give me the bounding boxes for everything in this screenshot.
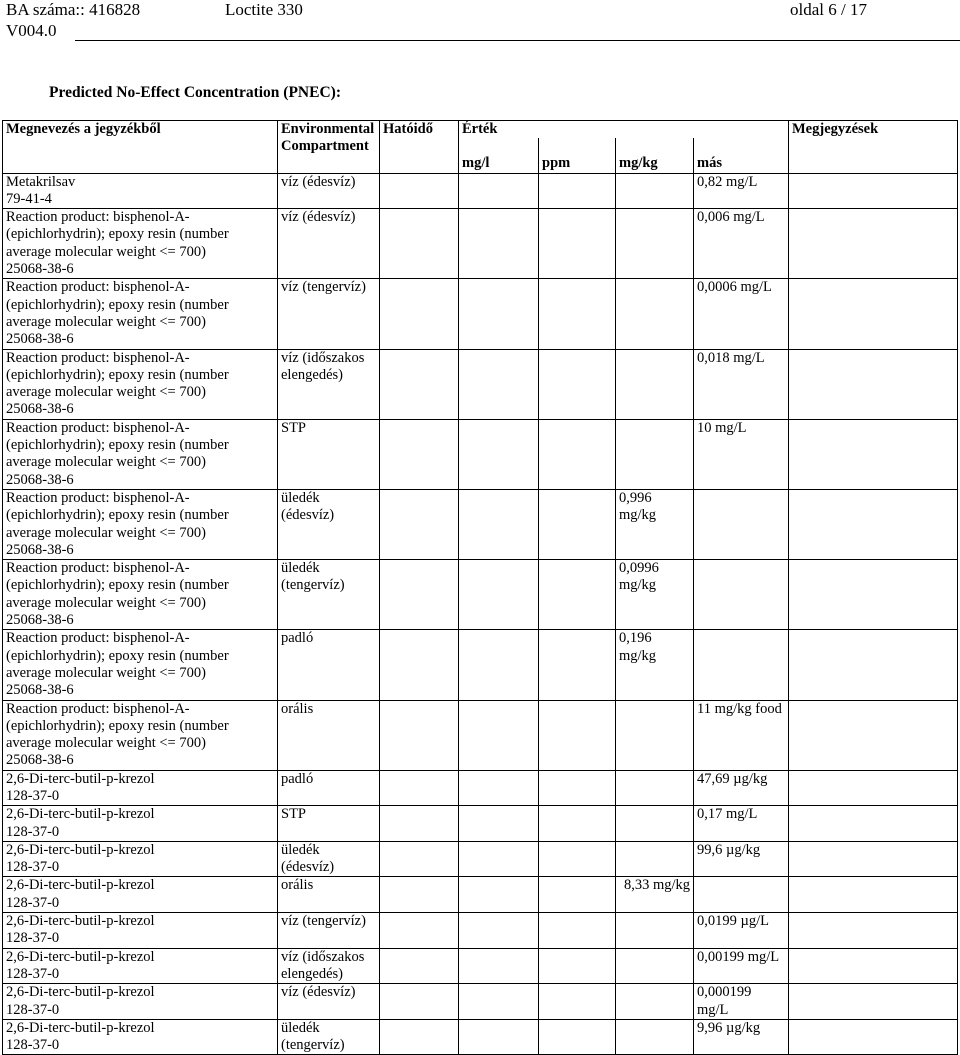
value-mgl-cell (459, 560, 539, 630)
substance-name-cell: Reaction product: bisphenol-A-(epichlorhydrin); epoxy resin (number average molecular weight <= 700) 25068-38-6 (3, 489, 278, 559)
value-ppm-cell (539, 209, 616, 279)
section-title: Predicted No-Effect Concentration (PNEC): (49, 84, 341, 101)
value-ppm-cell (539, 1019, 616, 1055)
value-ppm-cell (539, 700, 616, 770)
compartment-cell: víz (tengervíz) (278, 913, 380, 949)
remarks-cell (789, 489, 958, 559)
substance-name-cell: 2,6-Di-terc-butil-p-krezol 128-37-0 (3, 770, 278, 806)
compartment-cell: STP (278, 419, 380, 489)
substance-name-cell: Reaction product: bisphenol-A-(epichlorhydrin); epoxy resin (number average molecular weight <= 700) 25068-38-6 (3, 560, 278, 630)
exposure-cell (380, 948, 459, 984)
remarks-cell (789, 560, 958, 630)
pnec-table (2, 120, 958, 1055)
value-other-cell: 10 mg/L (694, 419, 789, 489)
exposure-cell (380, 173, 459, 209)
table-row (3, 630, 958, 700)
value-mgkg-cell (616, 700, 694, 770)
value-other-cell (694, 489, 789, 559)
value-mgkg-cell (616, 349, 694, 419)
value-mgl-cell (459, 419, 539, 489)
exposure-cell (380, 419, 459, 489)
remarks-cell (789, 841, 958, 877)
value-mgl-cell (459, 841, 539, 877)
exposure-cell (380, 279, 459, 349)
version: V004.0 (6, 21, 57, 40)
exposure-cell (380, 489, 459, 559)
table-body (3, 173, 958, 1055)
value-mgkg-cell (616, 419, 694, 489)
remarks-cell (789, 700, 958, 770)
compartment-cell: víz (tengervíz) (278, 279, 380, 349)
substance-name-cell: 2,6-Di-terc-butil-p-krezol 128-37-0 (3, 913, 278, 949)
exposure-cell (380, 349, 459, 419)
substance-name-cell: Metakrilsav 79-41-4 (3, 173, 278, 209)
value-ppm-cell (539, 349, 616, 419)
compartment-cell: orális (278, 700, 380, 770)
compartment-cell: üledék (tengervíz) (278, 560, 380, 630)
col-header-exposure: Hatóidő (380, 121, 459, 174)
exposure-cell (380, 770, 459, 806)
value-mgl-cell (459, 984, 539, 1020)
table-row (3, 806, 958, 842)
compartment-cell: üledék (tengervíz) (278, 1019, 380, 1055)
exposure-cell (380, 560, 459, 630)
value-mgkg-cell: 0,0996 mg/kg (616, 560, 694, 630)
value-other-cell: 0,00199 mg/L (694, 948, 789, 984)
value-other-cell (694, 560, 789, 630)
table-row (3, 913, 958, 949)
value-other-cell: 0,018 mg/L (694, 349, 789, 419)
value-mgkg-cell: 0,996 mg/kg (616, 489, 694, 559)
substance-name-cell: Reaction product: bisphenol-A-(epichlorhydrin); epoxy resin (number average molecular weight <= 700) 25068-38-6 (3, 700, 278, 770)
value-mgl-cell (459, 948, 539, 984)
remarks-cell (789, 349, 958, 419)
col-header-value: Érték (459, 121, 789, 139)
value-mgkg-cell (616, 1019, 694, 1055)
value-ppm-cell (539, 489, 616, 559)
value-ppm-cell (539, 173, 616, 209)
value-mgl-cell (459, 349, 539, 419)
value-ppm-cell (539, 630, 616, 700)
header-rule (75, 40, 960, 41)
value-mgkg-cell (616, 841, 694, 877)
substance-name-cell: Reaction product: bisphenol-A-(epichlorhydrin); epoxy resin (number average molecular weight <= 700) 25068-38-6 (3, 349, 278, 419)
value-mgkg-cell (616, 913, 694, 949)
remarks-cell (789, 1019, 958, 1055)
value-mgl-cell (459, 913, 539, 949)
compartment-cell: STP (278, 806, 380, 842)
value-other-cell: 0,82 mg/L (694, 173, 789, 209)
table-row (3, 209, 958, 279)
compartment-cell: üledék (édesvíz) (278, 841, 380, 877)
ba-number: BA száma:: 416828 (6, 0, 141, 19)
value-ppm-cell (539, 279, 616, 349)
remarks-cell (789, 913, 958, 949)
substance-name-cell: 2,6-Di-terc-butil-p-krezol 128-37-0 (3, 1019, 278, 1055)
exposure-cell (380, 841, 459, 877)
exposure-cell (380, 700, 459, 770)
table-row (3, 349, 958, 419)
table-row (3, 948, 958, 984)
remarks-cell (789, 173, 958, 209)
product-name: Loctite 330 (225, 0, 303, 19)
compartment-cell: víz (édesvíz) (278, 209, 380, 279)
table-row (3, 419, 958, 489)
value-other-cell: 0,006 mg/L (694, 209, 789, 279)
remarks-cell (789, 630, 958, 700)
substance-name-cell: 2,6-Di-terc-butil-p-krezol 128-37-0 (3, 806, 278, 842)
col-header-name: Megnevezés a jegyzékből (3, 121, 278, 174)
value-other-cell: 0,0006 mg/L (694, 279, 789, 349)
table-row (3, 279, 958, 349)
substance-name-cell: Reaction product: bisphenol-A-(epichlorhydrin); epoxy resin (number average molecular weight <= 700) 25068-38-6 (3, 419, 278, 489)
substance-name-cell: Reaction product: bisphenol-A-(epichlorhydrin); epoxy resin (number average molecular weight <= 700) 25068-38-6 (3, 630, 278, 700)
value-mgkg-cell: 8,33 mg/kg (616, 877, 694, 913)
remarks-cell (789, 984, 958, 1020)
table-row (3, 877, 958, 913)
subheader-ppm: ppm (539, 138, 616, 173)
col-header-compartment: Environmental Compartment (278, 121, 380, 174)
compartment-cell: padló (278, 770, 380, 806)
value-mgkg-cell (616, 806, 694, 842)
value-mgl-cell (459, 1019, 539, 1055)
table-row (3, 984, 958, 1020)
value-other-cell (694, 877, 789, 913)
value-other-cell: 9,96 µg/kg (694, 1019, 789, 1055)
value-other-cell: 11 mg/kg food (694, 700, 789, 770)
value-ppm-cell (539, 841, 616, 877)
compartment-cell: víz (édesvíz) (278, 984, 380, 1020)
remarks-cell (789, 877, 958, 913)
substance-name-cell: Reaction product: bisphenol-A-(epichlorhydrin); epoxy resin (number average molecular weight <= 700) 25068-38-6 (3, 279, 278, 349)
remarks-cell (789, 948, 958, 984)
exposure-cell (380, 630, 459, 700)
value-ppm-cell (539, 770, 616, 806)
value-ppm-cell (539, 948, 616, 984)
compartment-cell: orális (278, 877, 380, 913)
compartment-cell: víz (édesvíz) (278, 173, 380, 209)
value-mgkg-cell (616, 173, 694, 209)
exposure-cell (380, 806, 459, 842)
exposure-cell (380, 984, 459, 1020)
value-mgl-cell (459, 489, 539, 559)
table-row (3, 173, 958, 209)
exposure-cell (380, 877, 459, 913)
value-other-cell: 0,000199 mg/L (694, 984, 789, 1020)
value-mgl-cell (459, 173, 539, 209)
compartment-cell: víz (időszakos elengedés) (278, 948, 380, 984)
value-mgl-cell (459, 279, 539, 349)
remarks-cell (789, 419, 958, 489)
exposure-cell (380, 913, 459, 949)
value-mgl-cell (459, 630, 539, 700)
value-mgkg-cell (616, 770, 694, 806)
table-row (3, 841, 958, 877)
value-mgkg-cell: 0,196 mg/kg (616, 630, 694, 700)
remarks-cell (789, 806, 958, 842)
value-ppm-cell (539, 560, 616, 630)
value-other-cell: 47,69 µg/kg (694, 770, 789, 806)
value-other-cell (694, 630, 789, 700)
value-mgkg-cell (616, 984, 694, 1020)
remarks-cell (789, 279, 958, 349)
value-mgkg-cell (616, 279, 694, 349)
value-ppm-cell (539, 877, 616, 913)
table-header-row (3, 121, 958, 139)
value-mgl-cell (459, 209, 539, 279)
subheader-mgkg: mg/kg (616, 138, 694, 173)
value-ppm-cell (539, 806, 616, 842)
subheader-other: más (694, 138, 789, 173)
value-mgkg-cell (616, 948, 694, 984)
table-row (3, 489, 958, 559)
value-ppm-cell (539, 419, 616, 489)
exposure-cell (380, 1019, 459, 1055)
table-row (3, 560, 958, 630)
remarks-cell (789, 209, 958, 279)
value-mgl-cell (459, 770, 539, 806)
compartment-cell: üledék (édesvíz) (278, 489, 380, 559)
col-header-remarks: Megjegyzések (789, 121, 958, 174)
compartment-cell: padló (278, 630, 380, 700)
substance-name-cell: 2,6-Di-terc-butil-p-krezol 128-37-0 (3, 948, 278, 984)
value-mgl-cell (459, 806, 539, 842)
value-ppm-cell (539, 913, 616, 949)
value-mgl-cell (459, 700, 539, 770)
table-row (3, 770, 958, 806)
compartment-cell: víz (időszakos elengedés) (278, 349, 380, 419)
substance-name-cell: Reaction product: bisphenol-A-(epichlorhydrin); epoxy resin (number average molecular weight <= 700) 25068-38-6 (3, 209, 278, 279)
table-row (3, 700, 958, 770)
value-mgkg-cell (616, 209, 694, 279)
substance-name-cell: 2,6-Di-terc-butil-p-krezol 128-37-0 (3, 877, 278, 913)
value-other-cell: 0,17 mg/L (694, 806, 789, 842)
value-ppm-cell (539, 984, 616, 1020)
substance-name-cell: 2,6-Di-terc-butil-p-krezol 128-37-0 (3, 841, 278, 877)
remarks-cell (789, 770, 958, 806)
substance-name-cell: 2,6-Di-terc-butil-p-krezol 128-37-0 (3, 984, 278, 1020)
subheader-mgl: mg/l (459, 138, 539, 173)
exposure-cell (380, 209, 459, 279)
value-other-cell: 0,0199 µg/L (694, 913, 789, 949)
table-row (3, 1019, 958, 1055)
value-other-cell: 99,6 µg/kg (694, 841, 789, 877)
page-number: oldal 6 / 17 (790, 0, 867, 19)
value-mgl-cell (459, 877, 539, 913)
